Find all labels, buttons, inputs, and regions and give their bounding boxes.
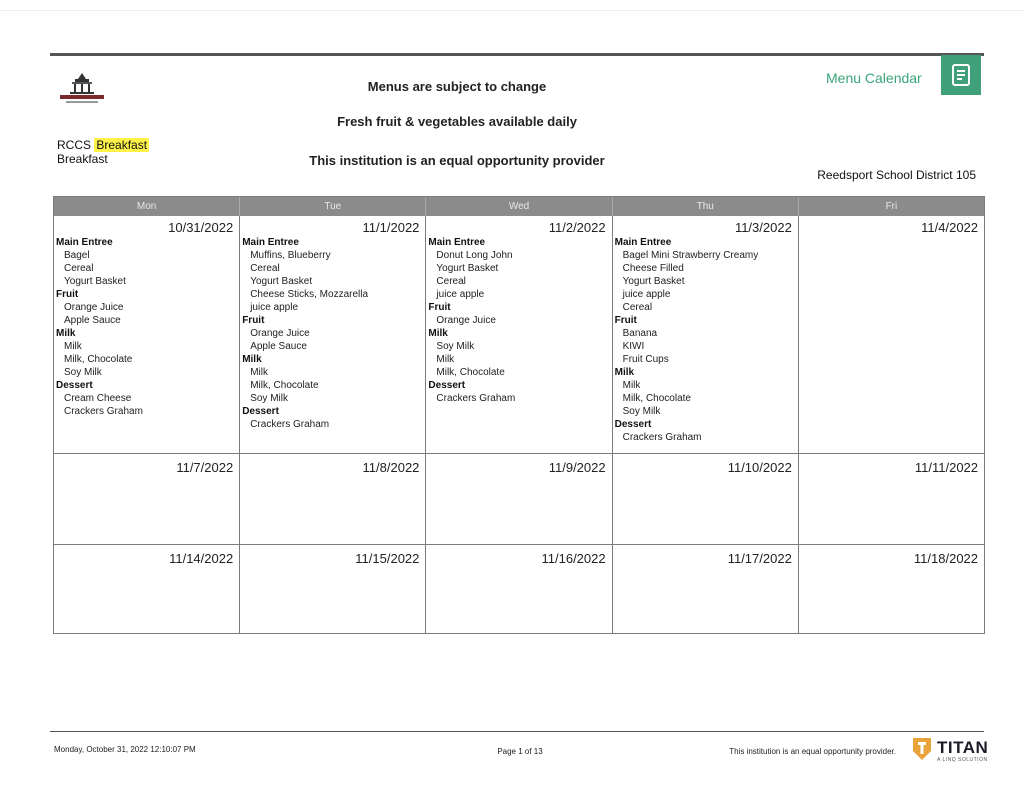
menu-subtitle: Breakfast <box>57 152 108 166</box>
menu-calendar-label: Menu Calendar <box>826 70 922 86</box>
notice-menus-change: Menus are subject to change <box>367 79 547 94</box>
menu-item: Milk <box>64 341 82 352</box>
week-row-1 <box>54 216 984 453</box>
menu-item: Bagel <box>64 250 90 261</box>
titan-brand: TITAN <box>937 738 989 757</box>
day-date: 11/16/2022 <box>541 551 606 566</box>
day-cell <box>426 545 612 633</box>
menu-item: Apple Sauce <box>64 315 121 326</box>
menu-item: Soy Milk <box>250 393 288 404</box>
menu-item: Bagel Mini Strawberry Creamy <box>622 250 759 261</box>
menu-item: Orange Juice <box>64 302 124 313</box>
menu-item: Banana <box>622 328 658 339</box>
menu-category: Dessert <box>428 380 466 391</box>
day-cell <box>426 216 612 453</box>
menu-item: Milk, Chocolate <box>622 393 691 404</box>
menu-item: Cream Cheese <box>64 393 132 404</box>
menu-item: Orange Juice <box>250 328 310 339</box>
day-cell <box>613 545 799 633</box>
menu-item: Milk <box>622 380 641 391</box>
day-date: 11/7/2022 <box>176 460 234 475</box>
top-faint-line <box>0 10 1024 11</box>
menu-item: Cereal <box>436 276 466 287</box>
day-cell <box>54 216 240 453</box>
menu-category: Fruit <box>614 315 637 326</box>
footer-notice: This institution is an equal opportunity provider. <box>729 747 896 756</box>
menu-category: Fruit <box>56 289 79 300</box>
menu-item: Cereal <box>250 263 280 274</box>
day-date: 10/31/2022 <box>168 220 234 235</box>
menu-item: Yogurt Basket <box>622 276 685 287</box>
day-cell <box>240 545 426 633</box>
weekday-fri: Fri <box>885 201 898 212</box>
day-cell <box>799 545 984 633</box>
day-date: 11/10/2022 <box>727 460 792 475</box>
footer-divider <box>50 731 984 732</box>
menu-item: Apple Sauce <box>250 341 307 352</box>
menu-category: Main Entree <box>242 237 299 248</box>
menu-item: Crackers Graham <box>250 419 330 430</box>
menu-category: Milk <box>614 367 635 378</box>
menu-item: Yogurt Basket <box>436 263 499 274</box>
week-row-2 <box>54 453 984 544</box>
menu-item: Soy Milk <box>64 367 102 378</box>
menu-category: Milk <box>56 328 76 339</box>
menu-title-prefix: RCCS <box>57 138 92 152</box>
header-divider <box>50 53 984 56</box>
menu-item: Crackers Graham <box>436 393 516 404</box>
day-date: 11/2/2022 <box>548 220 606 235</box>
menu-calendar-icon <box>941 55 981 95</box>
day-date: 11/17/2022 <box>727 551 792 566</box>
menu-category: Main Entree <box>614 237 672 248</box>
menu-category: Main Entree <box>428 237 486 248</box>
weekday-mon: Mon <box>54 197 240 216</box>
menu-item: Milk <box>250 367 268 378</box>
menu-item: Crackers Graham <box>64 406 143 417</box>
menu-item: juice apple <box>622 289 671 300</box>
menu-category: Fruit <box>428 302 451 313</box>
footer-timestamp: Monday, October 31, 2022 12:10:07 PM <box>54 745 196 754</box>
menu-category: Dessert <box>614 419 652 430</box>
menu-item: Orange Juice <box>436 315 496 326</box>
titan-logo-icon <box>912 737 932 761</box>
day-cell <box>54 545 240 633</box>
menu-item: Milk <box>436 354 455 365</box>
day-cell <box>799 454 984 544</box>
day-cell <box>613 216 799 453</box>
menu-item: Yogurt Basket <box>250 276 313 287</box>
menu-calendar-grid <box>53 196 985 634</box>
weekday-wed: Wed <box>426 197 612 216</box>
footer-page-number: Page 1 of 13 <box>497 747 543 756</box>
menu-item: Cheese Filled <box>622 263 684 274</box>
day-cell <box>240 216 426 453</box>
day-cell <box>799 216 984 453</box>
day-cell <box>426 454 612 544</box>
day-cell <box>240 454 426 544</box>
menu-category: Milk <box>242 354 262 365</box>
menu-item: Milk, Chocolate <box>64 354 133 365</box>
day-date: 11/1/2022 <box>362 220 420 235</box>
menu-category: Milk <box>428 328 448 339</box>
day-cell <box>613 454 799 544</box>
menu-item: KIWI <box>622 341 645 352</box>
menu-item: Crackers Graham <box>622 432 702 443</box>
week-row-3 <box>54 544 984 633</box>
weekday-thu: Thu <box>613 197 799 216</box>
day-cell <box>54 454 240 544</box>
menu-item: juice apple <box>250 302 299 313</box>
menu-item: Soy Milk <box>436 341 475 352</box>
day-date: 11/3/2022 <box>734 220 792 235</box>
menu-category: Fruit <box>242 315 265 326</box>
district-logo <box>56 72 108 106</box>
menu-title <box>57 138 149 152</box>
menu-category: Main Entree <box>56 237 113 248</box>
day-date: 11/4/2022 <box>921 220 979 235</box>
menu-category: Dessert <box>56 380 93 391</box>
notice-equal-opportunity: This institution is an equal opportunity provider <box>309 153 605 168</box>
menu-title-highlight: Breakfast <box>96 138 148 152</box>
day-date: 11/15/2022 <box>355 551 420 566</box>
menu-category: Dessert <box>242 406 279 417</box>
menu-item: Milk, Chocolate <box>250 380 319 391</box>
day-date: 11/8/2022 <box>362 460 420 475</box>
menu-item: Donut Long John <box>436 250 513 261</box>
menu-item: Muffins, Blueberry <box>250 250 331 261</box>
menu-item: Yogurt Basket <box>64 276 126 287</box>
day-date: 11/11/2022 <box>914 460 979 475</box>
menu-item: Milk, Chocolate <box>436 367 505 378</box>
day-date: 11/14/2022 <box>169 551 234 566</box>
notice-fresh-fruit: Fresh fruit & vegetables available daily <box>337 114 577 129</box>
titan-brand-subtitle: A LINQ SOLUTION <box>937 757 988 763</box>
day-date: 11/18/2022 <box>913 551 979 566</box>
menu-item: Fruit Cups <box>622 354 669 365</box>
menu-item: Cereal <box>622 302 653 313</box>
menu-item: juice apple <box>436 289 485 300</box>
weekday-tue: Tue <box>240 197 426 216</box>
menu-item: Cheese Sticks, Mozzarella <box>250 289 369 300</box>
menu-item: Soy Milk <box>622 406 661 417</box>
district-name: Reedsport School District 105 <box>817 168 976 182</box>
menu-item: Cereal <box>64 263 94 274</box>
day-date: 11/9/2022 <box>548 460 606 475</box>
weekday-header <box>54 197 984 216</box>
